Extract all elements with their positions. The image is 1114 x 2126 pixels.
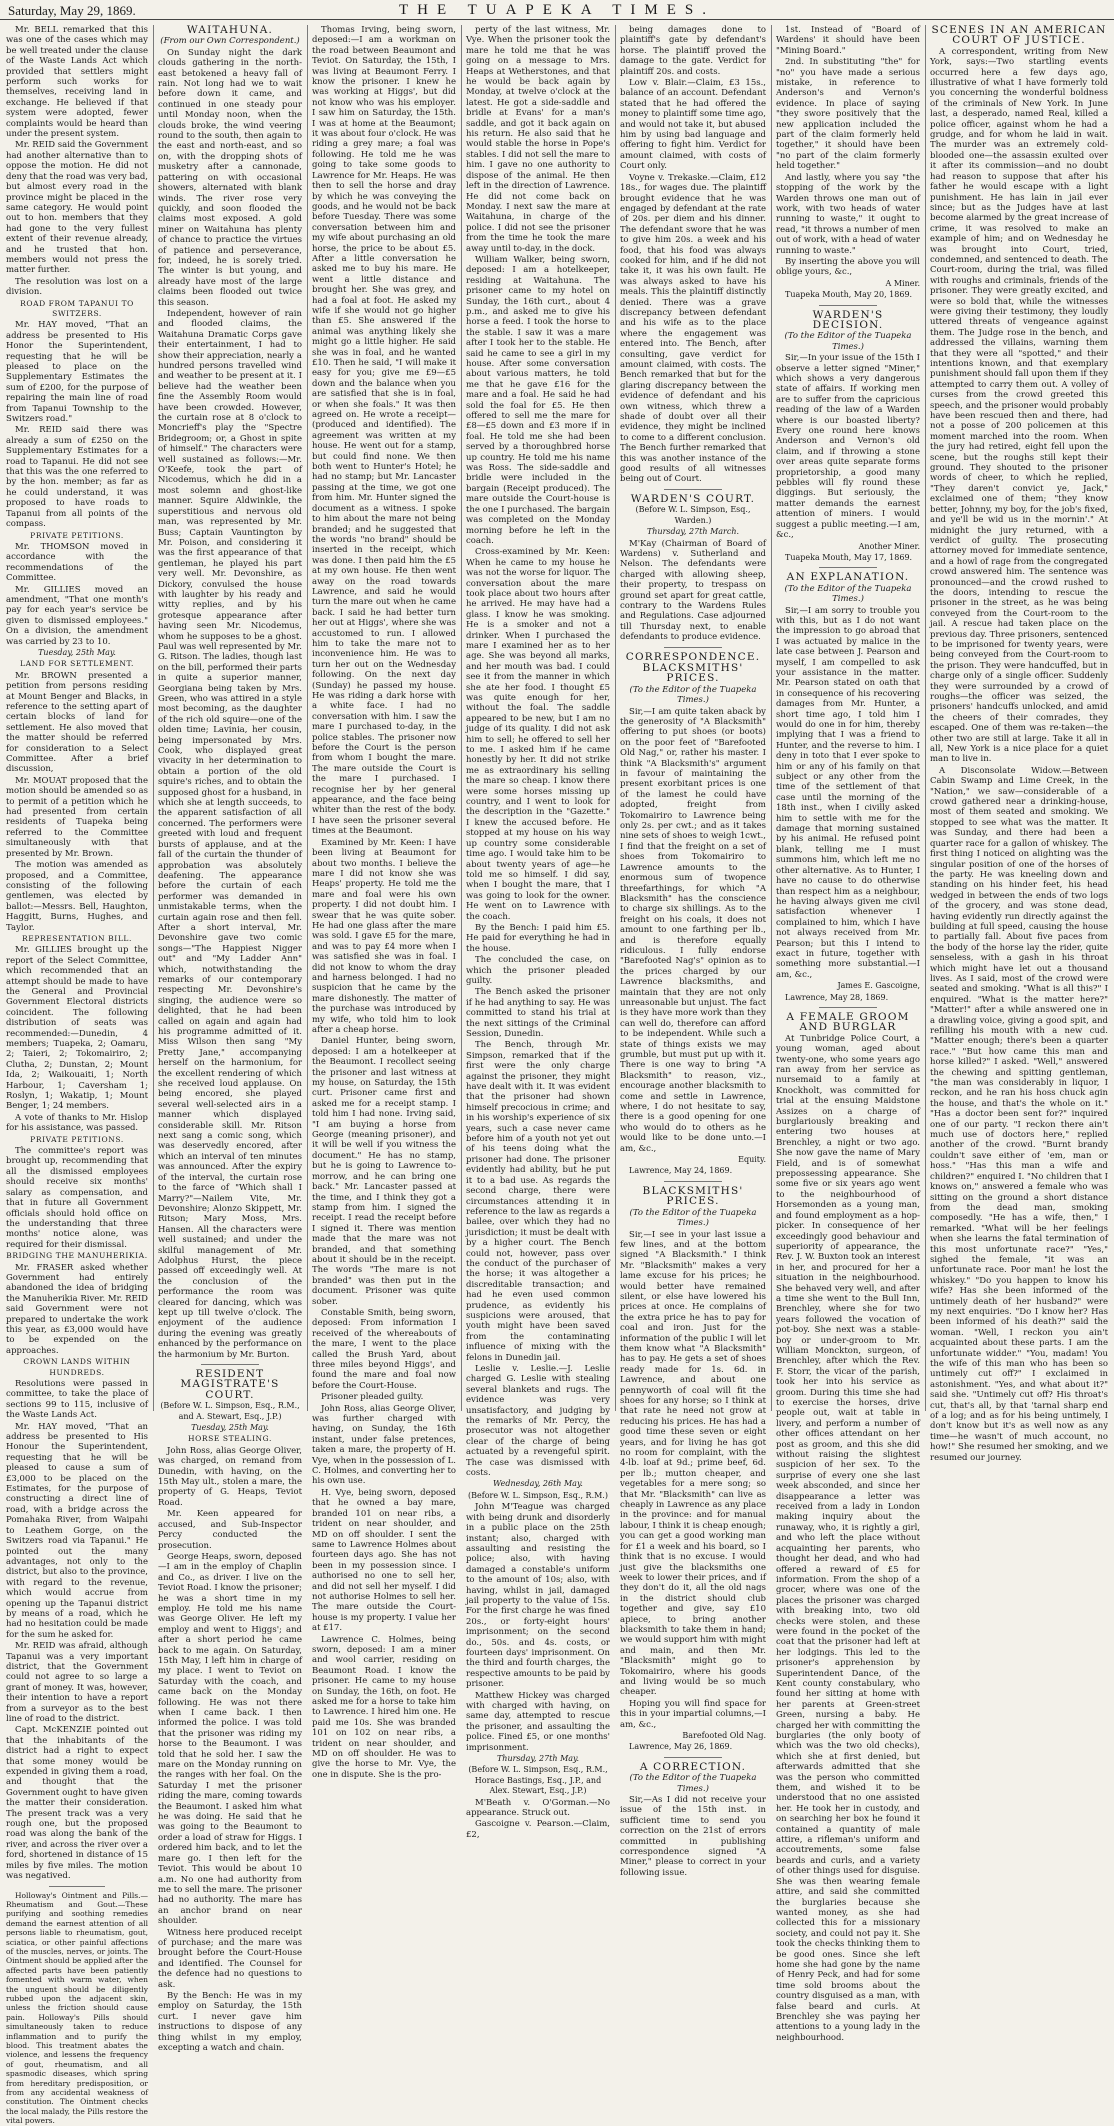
paragraph: Independent, however of rain and flooded claims, the Waitahuna Dramatic Corps gave their entertainment, I had to show their appreciation, nearly a hundred persons travelled wind and weather to be present at it. I believe had the weather been fine the Assembly Room would have been crowded. However, the curtain rose at 8 o'clock to Moncrieff's play the "Spectre Bridegroom; or, a Ghost in spite of himself." The characters were well sustained as follows:—Mr. O'Keefe, took the part of Nicodemus, which he did in a most solemn and ghost-like manner. Squire Aldwinkle, the superstitious and nervous old man, was represented by Mr. Buss; Captain Vauntington by Mr. Poison, and considering it was the first appearance of that gentleman, he played his part very well. Mr. Devonshire, as Dickory, convulsed the house with laughter by his ready and witty replies, and by his grotesque appearance after having seen Mr. Nicodemus, whom he supposes to be a ghost. Paul was well represented by Mr. G. Ritson. The ladies, though last on the bill, performed their parts in quite a superior manner, Georgiana being taken by Mrs. Green, who was attired in a style most becoming, as the daughter of the rich old squire—one of the olden time; Lavinia, her cousin, being impersonated by Mrs. Cook, who displayed great vivacity in her determination to obtain a portion of the old squire's riches, and to obtain the supposed ghost for a husband, in which she at length succeeds, to the apparent satisfaction of all concerned. The performers were greeted with loud and frequent bursts of applause, and at the fall of the curtain the thunder of approbation was absolutely deafening. The appearance before the curtain of each performer was demanded in unmistakable terms, when the curtain again rose and then fell. After a short interval, Mr. Devonshire gave two comic songs—"The Happiest Nigger out" and "My Ladder Ann" which, notwithstanding the remarks of our contemporary respecting Mr. Devonshire's singing, the audience were so delighted, that he had been called on again and again had his programme admitted of it. Miss Wilson then sang "My Pretty Jane," accompanying herself on the harmonium, for the excellent rendering of which she received loud applause. On being encored, she played several well-selected airs in a manner which displayed considerable skill. Mr. Ritson next sang a comic song, which was deservedly encored, after which an interval of ten minutes was announced. After the expiry of the interval, the curtain rose to the farce of "Which shall I Marry?"—Nailem Vite, Mr. Devonshire; Alonzo Skippett, Mr. Ritson; Mary Moss, Mrs. Hansen. All the characters were well sustained; and under the skilful management of Mr. Adolphus Hurst, the piece passed off exceedingly well. At the conclusion of the performance the room was cleared for dancing, which was kept up till twelve o'clock. The enjoyment of the audience during the evening was greatly enhanced by the performance on the harmonium by Mr. Burton. — [158, 308, 302, 1360]
paragraph: Lawrence C. Holmes, being sworn, deposed: I am a miner and wool carrier, residing on Beaumont Road. I know the prisoner. He came to my house on Sunday, the 16th, on foot. He asked me for a horse to take him to Lawrence. I hired him one. He paid me 10s. She was branded 101 on 102 on near ribs, a trident on near shoulder, and MD on off shoulder. He was to give the horse to Mr. Vye, the one in dispute. She is the pro- — [312, 1634, 456, 1780]
subheading: REPRESENTATION BILL. — [22, 933, 132, 943]
paragraph: At Tunbridge Police Court, a young woman, aged about twenty-one, who some years ago ran away from her service as nursemaid to a family at Knockholt, was committed for trial at the ensuing Maidstone Assizes on a charge of burglariously breaking and entering two houses at Brenchley, a night or two ago. She now gave the name of Mary Field, and is of somewhat prepossessing appearance. She some five or six years ago went to the neighbourhood of Horsemonden as a young man, and found employment as a hop-picker. In consequence of her exceedingly good behaviour and superiority of appearance, the Rev. J. W. Buxton took an interest in her, and procured for her a situation in the neighbourhood. She behaved very well, and after a time she went to the Bull Inn, Brenchley, where she for two years followed the vocation of pot-boy. She next was a stable-boy or under-groom to Mr. William Monckton, surgeon, of Brenchley, after which the Rev. F. Storr, the vicar of the parish, took her into his service as groom. During this time she had to exercise the horses, drive people out, wait at table in livery, and perform a number of other offices attendant on her post as groom, and this she did without raising the slightest suspicion of her sex. To the surprise of every one she last week absconded, and since her disappearance a letter was received from a lady in London making inquiry about the runaway, who, it is rightly a girl, and who left the place without acquainting her parents, who thought her dead, and who had offered a reward of £5 for information. From the shop of a grocer, where was one of the places the prisoner was charged with breaking into, two old checks were stolen, and these were found in the pocket of the coat that the prisoner had left at her lodgings. This led to the prisoner's apprehension by Superintendent Dance, of the Kent county constabulary, who found her sitting at home with her parents at Green-street Green, nursing a baby. He charged her with committing the burglaries (the only booty of which was the two old checks), which she at first denied, but afterwards admitted that she was the person who committed them, and wished it to be understood that no one assisted her. He took her in custody, and on searching her box he found it contained a quantity of male attire, a rifleman's uniform and accoutrements, some false beards and curls, and a variety of other things used for disguise. She was then wearing female attire, and said she committed the burglaries because she wanted money, as she had collected this for a missionary society, and could not pay it. She took the checks thinking them to be good ones. Since she left home she had gone by the name of Henry Peck, and had for some time sold brooms about the country disguised as a man, with false beard and curls. At Brenchley she was paying her attentions to a young lady in the neighbourhood. — [776, 1033, 920, 2043]
divider — [664, 647, 722, 648]
paragraph: Matthew Hickey was charged with charged with having, on same day, attempted to rescue the prisoner, and assaulting the police. Fined £5, or one months' imprisonment. — [466, 1690, 610, 1753]
paragraph: Mr. HAY moved, "That an address be presented to His Honor the Superintendent, requesting that he will be pleased to place on the Supplementary Estimates the sum of £200, for the purpose of repairing the main line of road from Tapanui Township to the Switzers road." — [6, 320, 148, 425]
dateline: Thursday, 27th March. — [646, 527, 740, 537]
article-heading: RESIDENT MAGISTRATE'S COURT. — [180, 1368, 280, 1401]
article-heading: SCENES IN AN AMERICAN COURT OF JUSTICE. — [931, 24, 1107, 47]
divider — [664, 1757, 722, 1758]
paragraph: The resolution was lost on a division. — [6, 276, 148, 298]
paragraph: 2nd. In substituting "the" for "no" you have made a serious mistake, in reference to Anderson's and Vernon's evidence. In place of saying "they swore positively that the new application included the part of the claim formerly held together," it should have been "no part of the claim formerly held together." — [776, 57, 920, 172]
column-rule — [153, 25, 154, 1411]
column-rule — [771, 25, 772, 1411]
subheading: ROAD FROM TAPANUI TO SWITZERS. — [20, 298, 134, 318]
editor-line: (To the Editor of the Tuapeka Times.) — [784, 583, 912, 605]
paragraph: Capt. McKENZIE pointed out that the inhabitants of the district had a right to expect that some money would be expended in giving them a road, and thought that the Government ought to have given the matter their consideration. The present track was a very rough one, but the proposed road was along the bank of the river, and across the river over a ford, shortened in distance of 15 miles by five miles. The motion was negatived. — [6, 1725, 148, 1882]
paragraph: Constable Smith, being sworn, deposed: From information I received of the whereabouts of the mare, I went to the place called the Brush Yard, about three miles beyond Higgs', and found the mare and foal now before the Court-House. — [312, 1307, 456, 1391]
paragraph: The Bench asked the prisoner if he had anything to say. He was committed to stand his trial at the next sittings of the Criminal Session, Dunedin. — [466, 987, 610, 1039]
article-heading: WAITAHUNA. — [186, 24, 274, 36]
section-heading: CORRESPONDENCE. — [625, 650, 761, 663]
signature: James E. Gascoigne, — [837, 981, 920, 991]
newspaper-title: THE TUAPEKA TIMES. — [398, 2, 716, 18]
divider — [201, 1364, 259, 1365]
dateline: Wednesday, 26th May. — [493, 1479, 583, 1489]
divider — [819, 305, 877, 306]
court-bench: (Before W. L. Simpson, Esq., Warden.) — [635, 505, 751, 525]
paragraph: Examined by Mr. Keen: I have been living at Beaumont for about two months. I believe the mare I did not know she was Heaps' property. He told me the mare and foal were his own property. I did not doubt him. I swear that he was quite sober. He had one glass after the mare was sold. I gave £5 for the mare, and was to pay £4 more when I was satisfied she was in foal. I did not know to whom the dray and harness belonged. I had no suspicion that he came by the mare dishonestly. The matter of the purchase was introduced by my wife, who told him to look after a cheap horse. — [312, 837, 456, 1035]
article-heading: WARDEN'S COURT. — [630, 492, 756, 505]
column-4 — [466, 25, 610, 1840]
subheading: BRIDGING THE MANUHERIKIA. — [6, 1251, 148, 1261]
paragraph: A Disconsolate Widow.—Between Cabin Swamp and Lime Creek, in the "Nation," we saw—considerable of a crowd gathered near a drinking-house, most of them seated and smoking. We stopped to see what was the matter. It was Sunday, and there had been a quarter race for a gallon of whiskey. The first thing I noticed on alighting was the singular position of one of the horses of the party. He was kneeling down and standing on his hinder feet, his head wedged in between the ends of two logs of the grocery, and was stone dead, having evidently run directly against the building at full speed, causing the house to partially fall. About five paces from the body of the horse lay the rider, quite senseless, with a gash in his throat which might have let out a thousand lives. As I said, most of the crowd were seated and smoking. "What is all this?" I enquired. "What is the matter here?" "Matter!" after a while answered one in a drawling voice, giving a good spit, and refilling his mouth with a new cud. "Matter enough; there's been a quarter race." "But how came this man and horse killed?" I asked. "Well," answered the chewing and spitting gentleman, "the man was considerably in liquor, I reckon, and he ran his hoss chuck agin the house, and that's the whole on it." "Has a doctor been sent for?" inquired one of our party. "I reckon there ain't much use of doctors here," replied another of the crowd. "Burnt brandy couldn't save either of 'em, man or hoss." "Has this man a wife and children?" enquired I. "No children that I knows on," answered a female who was sitting on the ground a short distance from the dead man, smoking composedly. "He has a wife, then," I remarked. "What will be her feelings when she learns the fatal termination of this most unfortunate race?" "Yes," sighed the female, "it was an unfortunate race. Poor man! he lost the whiskey." "Do you happen to know his wife? Has she been informed of the untimely death of her husband?" were my next enquiries. "Do I know her? Has been informed of his death?" said the woman. "Well, I reckon you ain't acquainted about these parts. I am the unfortunate widder." "You, madam! You the wife of this man who has been so untimely cut off?" I exclaimed in astonishment. "Yes, and what about it?" said she. "Untimely cut off? His throat's cut, that's all, by that 'tarnal sharp end of a log; and as for his being untimely, I don't know but it's as well now as any time—he wasn't of much account, no how!" She resumed her smoking, and we resumed our journey. — [930, 765, 1108, 1463]
paragraph: On Sunday night the dark clouds gathering in the north-east betokened a heavy fall of rain. Not long had we to wait before down it came, and continued in one steady pour until Monday noon, when the clouds broke, the wind veering round to the south, then again to the east and north-east, and so on, with the dropping shots of musketry after a cannonade, pattering on with occasional showers, alternated with blank winds. The river rose very quickly, and soon flooded the claims most exposed. A gold miner on Waitahuna has plenty of chance to practice the virtues of patience and perseverance, for, indeed, he is sorely tried. The winter is but young, and already have most of the large claims been flooded out twice this season. — [158, 47, 302, 308]
divider — [664, 1181, 722, 1182]
paragraph: Thomas Irving, being sworn, deposed:—I am a workman on the road between Beaumont and Teviot. On Saturday, the 15th, I was living at Beaumont Ferry. I know the prisoner. I knew he was working at Higgs', but did not know who was his employer. I saw him on Saturday, the 15th. I was at home at the Beaumont; it was about four o'clock. He was riding a grey mare; a foal was following. He told me he was going to take some goods to Lawrence for Mr. Heaps. He was then to sell the horse and dray by which he was conveying the goods, and he would not be back before Tuesday. There was some conversation between him and my wife about purchasing an old horse, the price to be about £5. After a little conversation he asked me to buy his mare. He went a little distance and brought her. She was grey, and had a foal at foot. He asked my wife if she would not go higher than £5. She answered if the animal was anything likely she might go a little higher. He said she was in foal, and he wanted £10. Then he said, "I will make it easy for you; give me £9—£5 down and the balance when you are satisfied that she is in foal, or when she foals." It was then agreed on. He wrote a receipt—(produced and identified). The agreement was written at my house. He went out for a stamp, but could find none. We then both went to Hunter's Hotel; he had no stamp; but Mr. Lancaster passing at the time, we got one from him. Mr. Hunter signed the document as a witness. I spoke to him about the mare not being branded; and he suggested that the words "no brand" should be inserted in the receipt, which was done. I then paid him the £5 at my own house. He then went away on the road towards Lawrence, and said he would turn the mare out when he came back. I said he had better turn her out at Higgs', where she was accustomed to run. I allowed him to take the mare not to inconvenience him. He was to turn her out on the Wednesday following. On the next day (Sunday) he passed my house. He was riding a dark horse with a white face. I had no conversation with him. I saw the mare I purchased to-day, in the police stables. The prisoner now before the Court is the person from whom I bought the mare. The mare outside the Court is the mare I purchased. I recognise her by her general appearance, and the face being whiter than the rest of the body. I have seen the prisoner several times at the Beaumont. — [312, 25, 456, 837]
paragraph: John Ross, alias George Oliver, was further charged with having, on Sunday, the 16th instant, under false pretences, taken a mare, the property of H. Vye, when in the possession of L. C. Holmes, and converting her to his own use. — [312, 1403, 456, 1487]
paragraph: William Walker, being sworn, deposed: I am a hotelkeeper, residing at Waitahuna. The prisoner came to my hotel on Sunday, the 16th curt., about 4 p.m., and asked me to give his horse a feed. I took the horse to the stable. I saw it was a mare after I took her to the stable. He said he came to see a girl in my house. After some conversation about various matters, he told me that he gave £16 for the mare and a foal. He said he had sold the foal for £5. He then offered to sell me the mare for £8—£5 down and £3 more if in foal. He told me she had been served by a thoroughbred horse up country. He told me his name was Ross. The side-saddle and bridle were included in the bargain (Receipt produced). The mare outside the Court-house is the one I purchased. The bargain was completed on the Monday morning before he left in the coach. — [466, 254, 610, 546]
paragraph: Mr. Keen appeared for accused, and Sub-Inspector Percy conducted the prosecution. — [158, 1509, 302, 1551]
paragraph: Prisoner pleaded guilty. — [321, 1392, 424, 1403]
paragraph: A correspondent, writing from New York, says:—Two startling events occurred here a few days ago, illustrative of what I have formerly told you concerning the wonderful boldness of the criminals of New York. In June last, a desperado, named Real, killed a police officer, against whom he had a grudge, and for whom he laid in wait. The murder was an extremely cold-blooded one—the assassin exulted over it after its commission—and no doubt had reason to suppose that after his father he would escape with a light punishment. He has lain in jail ever since; but as the Judges have at last become alarmed by the great increase of crime, it was resolved to make an example of him; and on Wednesday he was brought into Court, tried, condemned, and sentenced to death. The Court-room, during the trial, was filled with roughs and criminals, friends of the prisoner. They were greatly excited, and were so bold that, while the witnesses were giving their testimony, they loudly uttered threats of vengeance against them. The Judge rose in the bench, and addressed the villains, warning them that they were all "spotted," and their intentions known, and that exemplary punishment should fall upon them if they attempted to carry them out. A volley of curses from the crowd greeted this speech, and the prisoner would probably have been rescued then and there, had not a posse of 200 policemen at this moment marched into the room. When the jury had retired, eight fell upon the scene, but the roughs still kept their ground. They shouted to the prisoner words of cheer, to which he replied, "They daren't convict ye, Jack," exclaimed one of them; "they know better, Johnny, my boy, for the job's fixed, and ye'll be wid us in the mornin'." At midnight the jury returned, with a verdict of guilty. The prosecuting attorney moved for immediate sentence, and a howl of rage from the congregated crowd answered him. The sentence was pronounced—and the crowd rushed to the doors, intending to rescue the prisoner in the street, as he was being conveyed from the Court-room to the jail. A rescue had taken place on the previous day. Three prisoners, sentenced to be imprisoned for twenty years, were being conveyed from the Court-room to the prison. They were handcuffed, but in charge only of a single officer. Suddenly they were surrounded by a crowd of roughs—the officer was seized, the prisoners' handcuffs unlocked, and amid the cheers of their comrades, they escaped. One of them was re-taken—the other two are still at large. Take it all in all, New York is a nice place for a quiet man to live in. — [930, 46, 1108, 765]
subheading: CROWN LANDS WITHIN HUNDREDS. — [23, 1357, 131, 1377]
subheading: LAND FOR SETTLEMENT. — [20, 659, 134, 669]
column-7 — [930, 24, 1108, 1463]
paragraph: Mr. REID said the Government had another alternative than to oppose the motion. He did not deny that the road was very bad, but almost every road in the province might be placed in the same category. He would point out to hon. members that they had gone to the very fullest extent of their revenue already, and he trusted that hon. members would not press the matter further. — [6, 140, 148, 276]
editor-line: (To the Editor of the Tuapeka Times.) — [629, 1207, 757, 1229]
issue-date: Saturday, May 29, 1869. — [8, 3, 136, 18]
paragraph: Resolutions were passed in committee, to take the place of sections 99 to 115, inclusive of the Waste Lands Act. — [6, 1379, 148, 1421]
place-date: Lawrence, May 24, 1869. — [629, 1166, 733, 1176]
column-3 — [312, 25, 456, 1780]
paragraph: 1st. Instead of "Board of Wardens' it should have been "Mining Board." — [776, 25, 920, 56]
paragraph: And lastly, where you say "the stopping of the work by the Warden throws one man out of work, with two heads of water running to waste," it ought to read, "it throws a number of men out of work, with a head of water running to waste." — [776, 172, 920, 256]
paragraph: Mr. HAY moved, "That an address be presented to His Honour the Superintendent, requesting that he will be pleased to cause a sum of £3,000 to be placed on the Estimates, for the purpose of constructing a direct line of road, with a bridge across the Pomahaka River, from Waipahi to Leathem Gorge, on the Switzers road via Tapanui." He pointed out the many advantages, not only to the district, but also to the province, with regard to the revenue, which would accrue from opening up the Tapanui district by means of a road, which he had no hesitation could be made for the sum he asked for. — [6, 1421, 148, 1640]
paragraph: The committee's report was brought up, recommending that all the dismissed employees should receive six months' salary as compensation, and that in future all Government officials should hold office on the understanding that three months' notice alone, was required for their dismissal. — [6, 1146, 148, 1250]
article-heading: BLACKSMITHS' PRICES. — [642, 661, 744, 685]
paragraph: Low v. Blair.—Claim, £3 15s., balance of an account. Defendant stated that he had offered the money to plaintiff some time ago, and would not take it, but abused him by using bad language and offering to fight him. Verdict for amount claimed, with costs of Court only. — [620, 78, 766, 172]
signature: Another Miner. — [858, 541, 920, 551]
paragraph: Leslie v. Leslie.—J. Leslie charged G. Leslie with stealing several blankets and rugs. The evidence was very unsatisfactory, and judging by the remarks of Mr. Percy, the prosecutor was not altogether clear of the charge of being actuated by a revengeful spirit. The case was dismissed with costs. — [466, 1364, 610, 1479]
paragraph: Sir,—I see in your last issue a few lines, and at the bottom signed "A Blacksmith." I think Mr. "Blacksmith" makes a very lame excuse for his prices; he would better have remained silent, or else have lowered his prices at once. He complains of the extra price he has to pay for coal and iron. Just for the information of the public I will let them know what "A Blacksmith" has to pay. He gets a set of shoes ready made for 1s. 6d. in Lawrence, and about one pennyworth of coal will fit the shoes for any horse; so I think at that rate he need not grow at reducing his prices. He has had a good time these seven or eight years, and for living he has got no room for complaint, with the 4-lb. loaf at 9d.; prime beef, 6d. per lb.; mutton cheaper, and vegetables for a mere song; so that Mr. "Blacksmith" can live as cheaply in Lawrence as any place in the province: and for manual labour, I think it is cheap enough; you can get a good working man for £1 a week and his board, so I think that is no excuse. I would just give the blacksmiths one week to lower their prices, and if they don't do it, all the old nags in the district should club together and give, say £10 apiece, to bring another blacksmith to take them in hand; we would support him with might and main, and then Mr. "Blacksmith" might go to Tokomairiro, where his goods and living would be so much cheaper. — [620, 1229, 766, 1698]
dateline: Tuesday, 25th May. — [191, 1423, 269, 1433]
paragraph: Voyne v. Trekaske.—Claim, £12 18s., for wages due. The plaintiff brought evidence that he was engaged by defendant at the rate of 20s. per diem and his dinner. The defendant swore that he was to give him 20s. a week and his food, that his food was always cooked for him, and if he did not take it, it was his own fault. He was always asked to have his meals. This the plaintiff distinctly denied. There was a grave discrepancy between defendant and his wife as to the place where the engagement was entered into. The Bench, after consulting, gave verdict for amount claimed, with costs. The Bench remarked that but for the glaring discrepancy between the evidence of defendant and his own witness, which threw a shade of doubt over all their evidence, they might be inclined to come to a different conclusion. The Bench further remarked that this was another instance of the good results of all witnesses being out of Court. — [620, 172, 766, 485]
paragraph: Mr. THOMSON moved in accordance with the recommendations of the Committee. — [6, 541, 148, 584]
paragraph: Sir,—As I did not receive your issue of the 15th inst. in sufficient time to send you correction on the 21st of errors committed in publishing correspondence signed "A Miner," please to correct in your following issue. — [620, 1795, 766, 1878]
place-date: Lawrence, May 26, 1869. — [629, 1742, 733, 1752]
divider — [664, 489, 722, 490]
editor-line: (To the Editor of the Tuapeka Times.) — [629, 1773, 757, 1794]
paragraph: By inserting the above you will oblige yours, &c., — [776, 256, 920, 278]
paragraph: The Bench, through Mr. Simpson, remarked that if the first were the only charge against the prisoner, they might have dealt with it. It was evident that the prisoner had shown himself precocious in crime; and in his worship's experience of six years, such a case never came before him of a youth not yet out of his teens doing what the prisoner had done. The prisoner evidently had ability, but he put it to a bad use. As regards the second charge, there were circumstances attending it in reference to the law as regards a bailee, over which they had no jurisdiction; it must be dealt with by a higher court. The Bench could not, however, pass over the conduct of the purchaser of the horse; it was altogether a discreditable transaction; and had he even used common prudence, as evidently his suspicions were aroused, that youth might have been saved from the contaminating influence of mixing with the felons in Dunedin jail. — [466, 1040, 610, 1363]
subheading: PRIVATE PETITIONS. — [30, 1134, 124, 1144]
paragraph: The concluded the case, on which the prisoner pleaded guilty. — [466, 955, 610, 986]
paragraph: Sir,—I am sorry to trouble you with this, but as I do not want the impression to go abroad that I was actuated by malice in the late case between J. Pearson and myself, I am compelled to ask your assistance in the matter. Mr. Pearson stated on oath that in consequence of his recovering damages from Mr. Hunter, a short time ago, I told him I would do one in for him, thereby implying that I was a friend to Hunter, and the reverse to him. I deny in toto that I ever spoke to him or any of his family on that subject or any other from the time of the settlement of that case until the morning of the 18th inst., when I civilly asked him to settle with me for the damage that morning sustained by his animal. He refused point blank, telling me I must summons him, which left me no other alternative. As to Hunter, I have no cause to do otherwise than respect him as a neighbour, he having always given me civil satisfaction whenever I complained to him, which I have not always received from Mr. Pearson; but this I intend to exact in future, together with something more substantial.—I am, &c., — [776, 605, 920, 980]
paragraph: perty of the last witness, Mr. Vye. When the prisoner took the mare he told me that he was going on a message to Mrs. Heaps at Wetherstones, and that he would be back again by Monday, at twelve o'clock at the latest. He got a side-saddle and bridle at Evans' for a man's saddle, and got it back again on his return. He also said that he would stable the horse in Pope's stables. I did not sell the mare to him. I gave no one authority to dispose of the animal. He then left in the direction of Lawrence. He did not come back on Monday. I next saw the mare at Waitahuna, in charge of the police. I did not see the prisoner from the time he took the mare away until to-day, in the dock. — [466, 25, 610, 254]
column-1 — [6, 25, 148, 2126]
subheading: HORSE STEALING. — [188, 1434, 272, 1444]
column-6 — [776, 25, 920, 2043]
place-date: Lawrence, May 28, 1869. — [785, 992, 889, 1002]
column-5 — [620, 25, 766, 1878]
article-heading: BLACKSMITHS' PRICES. — [642, 1184, 744, 1208]
paragraph: George Heaps, sworn, deposed—I am in the employ of Chaplin and Co., as driver. I live on the Teviot Road. I know the prisoner; he was a short time in my employ. He told me his name was George Oliver. He left my employ and went to Higgs'; and after a short period he came back to me again. On Saturday, 15th May, I left him in charge of my place. I went to Teviot on Saturday with the coach, and came back on the Monday following. He was not there when I came back. I then informed the police. I was told that the prisoner was riding my horse to the Beaumont. I was told that he sold her. I saw the mare on the Monday running on the ranges with her foal. On the Saturday I met the prisoner riding the mare, coming towards the Beaumont. I asked him what he was doing. He said that he was going to the Beaumont to order a load of straw for Higgs. I ordered him back, and to let the mare go. I then left for the Teviot. This would be about 10 a.m. No one had authority from me to sell the mare. The prisoner had no authority. The mare has an anchor brand on near shoulder. — [158, 1551, 302, 1927]
paragraph: Mr. REID said there was already a sum of £250 on the Supplementary Estimates for a road to Tapanui. He did not see that this was the one referred to by the hon. member; as far as he could understand, it was proposed to have roads to Tapanui from all points of the compass. — [6, 425, 148, 530]
column-rule — [461, 25, 462, 1411]
paragraph: Cross-examined by Mr. Keen: When he came to my house he was not the worse for liquor. The conversation about the mare took place about two hours after he arrived. He may have had a glass. I know he was smoking. He is a smoker and not a drinker. When I purchased the mare I examined her as to her age. She was beyond all marks, and her mouth was bad. I could see it from the manner in which she ate her food. I thought £5 was quite enough for her, without the foal. The saddle appeared to be new, but I am no judge of its quality. I did not ask him to sell; he offered to sell her to me. I asked him if he came honestly by her. It did not strike me as extraordinary his selling the mare so cheap. I know there were some horses missing up country, and I went to look for the description in the "Gazette." I knew the accused before. He stopped at my house on his way up country some considerable time ago. I would take him to be about twenty years of age—he told me so himself. I did say, when I bought the mare, that I was going to look for the owner. He went on to Lawrence with the coach. — [466, 547, 610, 922]
masthead — [0, 0, 1114, 20]
article-heading: A FEMALE GROOM AND BURGLAR — [786, 1010, 910, 1034]
divider — [819, 567, 877, 568]
signature: Barefooted Old Nag. — [682, 1731, 766, 1740]
paragraph: Sir,—I am quite taken aback by the generosity of "A Blacksmith" offering to put shoes (or boots) on the poor feet of "Barefooted Old Nag," or, rather his master. I think "A Blacksmith's" argument in favour of maintaining the present exorbitant prices is one of the lamest he could have adopted, freight from Tokomairiro to Lawrence being only 2s. per cwt.; and as it takes nine sets of shoes to weigh 1cwt., I find that the freight on a set of shoes from Tokomairiro to Lawrence amounts to the enormous sum of twopence threefarthings, for which "A Blacksmith" has the conscience to charge six shillings. As to the freight on his coals, it does not amount to one farthing per lb., and is therefore equally ridiculous. I fully endorse "Barefooted Nag's" opinion as to the prices charged by our Lawrence blacksmiths, and maintain that they are not only unreasonable but unjust. The fact is they have more work than they can well do, therefore can afford to be independent. While such a state of things exists we may grumble, but must put up with it. There is one way to bring "A Blacksmith" to reason, viz., encourage another blacksmith to come and settle in Lawrence, where, I do not hesitate to say, there is a good opening for one who would do to others as he would like to be done unto.—I am, &c., — [620, 706, 766, 1154]
signature: Equity. — [738, 1155, 766, 1165]
paragraph: John M'Teague was charged with being drunk and disorderly in a public place on the 25th instant; also, charged with assaulting and resisting the police; also, with having damaged a constable's uniform to the amount of 10s; also, with having, whilst in jail, damaged jail property to the value of 15s. For the first charge he was fined 20s., or forty-eight hours' imprisonment; on the second do., 50s. and 4s. costs, or fourteen days' imprisonment. On the third and fourth charges, the respective amounts to be paid by prisoner. — [466, 1502, 610, 1690]
paragraph: M'Beath v. O'Gorman.—No appearance. Struck out. — [466, 1797, 610, 1819]
paragraph: being damages done to plaintiff's gate by defendant's horse. The plaintiff proved the damage to the gate. Verdict for plaintiff 20s. and costs. — [620, 25, 766, 77]
paragraph: M'Kay (Chairman of Board of Wardens) v. Sutherland and Nelson. The defendants were charged with allowing sheep, their property, to trespass on ground set apart for great cattle, contrary to the Wardens Rules and Regulations. Case adjourned till Thursday next, to enable defendants to produce evidence. — [620, 538, 766, 643]
paragraph: Mr. MOUAT proposed that the motion should be amended so as to permit of a petition which he had presented from certain residents of Tuapeka being referred to the Committee simultaneously with that presented by Mr. Brown. — [6, 775, 148, 859]
paragraph: By the Bench: I paid him £5. He paid for everything he had in the house. — [466, 922, 610, 954]
column-2 — [158, 24, 302, 2053]
paragraph: Mr. BROWN presented a petition from persons residing at Mount Benger and Blacks, in reference to the setting apart of certain blocks of land for settlement. He also moved that the matter should be referred for consideration to a Select Committee. After a brief discussion, — [6, 670, 148, 775]
editor-line: (To the Editor of the Tuapeka Times.) — [784, 331, 912, 352]
place-date: Tuapeka Mouth, May 17, 1869. — [785, 552, 913, 562]
article-heading: WARDEN'S DECISION. — [812, 308, 884, 331]
masthead-rule — [0, 19, 1114, 20]
paragraph: Mr. GILLIES brought up the report of the Select Committee, which recommended that an attempt should be made to have the General and Provincial Government Electoral districts coincident. The following distribution of seats was recommended:—Dunedin, 4 members; Tuapeka, 2; Oamaru, 2; Taieri, 2; Tokomairiro, 2; Clutha, 2; Dunstan, 2; Mount Ida, 2; Waikouaiti, 1; North Harbour, 1; Caversham 1; Roslyn, 1; Wakatip, 1; Mount Benger, 1; 24 members. — [6, 945, 148, 1112]
paragraph: John Ross, alias George Oliver, was charged, on remand from Dunedin, with having, on the 15th May ult., stolen a mare, the property of G. Heaps, Teviot Road. — [158, 1445, 302, 1508]
court-bench: (Before W. L. Simpson, Esq., R.M., Horace Bastings, Esq., J.P., and Alex. Stewart, Esq., J.P.) — [468, 1765, 608, 1796]
paragraph: Daniel Hunter, being sworn, deposed: I am a hotelkeeper at the Beaumont. I recollect seeing the prisoner and last witness at my house, on Saturday, the 15th curt. Prisoner came first and asked me for a receipt stamp. I told him I had none. Irving said, "I am buying a horse from George (meaning prisoner), and it will be well if you witness the document." He has no stamp, but he is going to Lawrence to-morrow, and he can bring one back." Mr. Lancaster passed at the time, and I think they got a stamp from him. I signed the receipt. I read the receipt before I signed it. There was mention made that the mare was not branded, and that something about it should be in the receipt. The words "The mare is not branded" was then put in the document. Prisoner was quite sober. — [312, 1036, 456, 1307]
article-heading: A CORRECTION. — [639, 1760, 747, 1773]
column-rule — [307, 25, 308, 1411]
paragraph: Mr. FRASER asked whether Government had entirely abandoned the idea of bridging the Manuherikia River. Mr. REID said Government were not prepared to undertake the work this year, as £3,000 would have to be expended on the approaches. — [6, 1262, 148, 1356]
paragraph: By the Bench: He was in my employ on Saturday, the 15th curt. I never gave him instructions to dispose of any thing whilst in my employ, excepting a watch and chain. — [158, 1990, 302, 2053]
court-bench: (Before W. L. Simpson, Esq., R.M., and A. Stewart, Esq., J.P.) — [160, 1401, 300, 1421]
advertisement: Holloway's Ointment and Pills.—Rheumatism and Gout.—These purifying and soothing remedies demand the earnest attention of all persons liable to rheumatism, gout, sciatica, or other painful affections of the muscles, nerves, or joints. The Ointment should be applied after the affected parts have been patiently fomented with warm water, when the unguent should be diligently rubbed upon the adjacent skin, unless the friction should cause pain. Holloway's Pills should simultaneously taken to reduce inflammation and to purify the blood. This treatment abates the violence, and lessens the frequency of gout, rheumatism, and all spasmodic diseases, which spring from hereditary predisposition, or from any accidental weakness of constitution. The Ointment checks the local malady, the Pills restore the vital powers. — [6, 1890, 148, 2126]
editor-line: (To the Editor of the Tuapeka Times.) — [629, 684, 757, 706]
paragraph: The motion was amended as proposed, and a Committee, consisting of the following gentlemen, was elected by ballot:—Messrs. Bell, Haughton, Haggitt, Burns, Hughes, and Taylor. — [6, 860, 148, 933]
byline: (From our Own Correspondent.) — [160, 36, 300, 47]
divider — [819, 1007, 877, 1008]
column-rule — [925, 25, 926, 1411]
paragraph: Witness here produced receipt of purchase; and the mare was brought before the Court-House and identified. The Counsel for the defence had no questions to ask. — [158, 1927, 302, 1990]
paragraph: H. Vye, being sworn, deposed that he owned a bay mare, branded 101 on near ribs, a trident on near shoulder, and MD on off shoulder. I sent the same to Lawrence Holmes about fourteen days ago. She has not been in my possession since. I authorised no one to sell her, and did not sell her myself. I did not authorise Holmes to sell her. The mare outside the Court-house is my property. I value her at £17. — [312, 1487, 456, 1634]
place-date: Tuapeka Mouth, May 20, 1869. — [785, 290, 913, 300]
paragraph: Mr. BELL remarked that this was one of the cases which may be well treated under the clause of the Waste Lands Act which provided that settlers might perform such works for themselves, receiving land in exchange. He believed if that system were adopted, fewer complaints would be heard than under the present system. — [6, 25, 148, 140]
paragraph: Mr. REID was afraid, although Tapanui was a very important district, that the Government could not agree to so large a grant of money. It was, however, their intention to have a report from a surveyor as to the best line of road to the district. — [6, 1641, 148, 1724]
dateline: Tuesday, 25th May. — [38, 647, 116, 657]
paragraph: A vote of thanks to Mr. Hislop for his assistance, was passed. — [6, 1112, 148, 1134]
paragraph: Mr. GILLIES moved an amendment, "That one month's pay for each year's service be given to dismissed employees." On a division, the amendment was carried by 23 to 10. — [6, 584, 148, 647]
dateline: Thursday, 27th May. — [496, 1754, 580, 1764]
signature: A Miner. — [885, 278, 920, 288]
subheading: PRIVATE PETITIONS. — [30, 530, 124, 540]
paragraph: Sir,—In your issue of the 15th I observe a letter signed "Miner," which shows a very dangerous state of affairs. If working men are to suffer from the capricious reading of the law of a Warden where is our boasted liberty? Every one round here knows Anderson and Vernon's old claim, and if throwing a stone over areas quite separate forms proprietorship, a good many pebbles will fly round these diggings. But seriously, the matter demands the earnest attention of miners. I would suggest a public meeting.—I am, &c., — [776, 353, 920, 541]
paragraph: Gascoigne v. Pearson.—Claim, £2, — [466, 1819, 610, 1840]
column-rule — [615, 25, 616, 1411]
divider — [49, 1886, 106, 1887]
paragraph: Hoping you will find space for this in your impartial columns,—I am, &c., — [620, 1698, 766, 1730]
article-heading: AN EXPLANATION. — [786, 571, 910, 584]
court-bench: (Before W. L. Simpson, Esq., R.M.) — [468, 1490, 608, 1500]
